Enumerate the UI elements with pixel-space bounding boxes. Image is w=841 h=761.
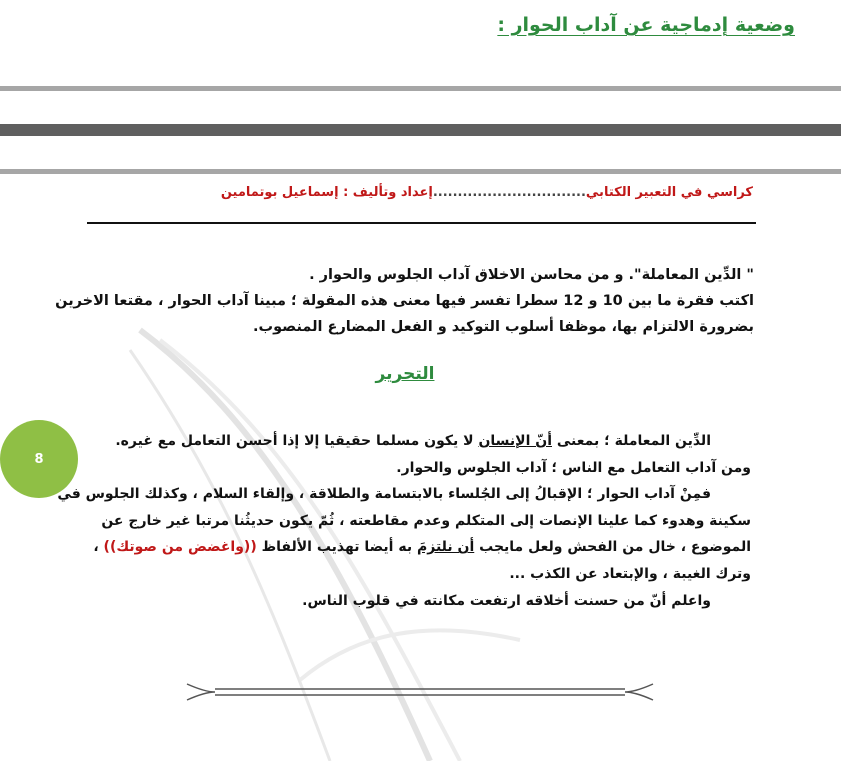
prompt-line: بضرورة الالتزام بها، موظفا أسلوب التوكيد و الفعل المضارع المنصوب. [252, 319, 754, 335]
essay-line [71, 428, 751, 455]
essay-line [71, 534, 751, 561]
byline [221, 185, 753, 200]
underlined-text: أنّ الإنسان [478, 433, 552, 449]
essay-fragment: الموضوع ، خال من الفحش ولعل مايجب [474, 539, 751, 556]
essay-text [57, 428, 751, 614]
byline-dots: ............................... [432, 185, 586, 200]
quranic-quote: ((واغضض من صوتك)) [103, 539, 257, 556]
essay-fragment: ، [93, 539, 104, 556]
section-heading: التحرير [375, 364, 435, 384]
essay-line: سكينة وهدوء كما علينا الإنصات إلى المتكلم وعدم مقاطعته ، ثُمّ يكون حديثُنا مرتبا غير خارج عن [101, 512, 751, 529]
page-number-badge: 8 [0, 420, 78, 498]
prompt-line: " الدِّين المعاملة". و من محاسن الاخلاق آداب الجلوس والحوار . [309, 267, 754, 283]
essay-line: فمِنْ آداب الحوار ؛ الإقبالُ إلى الجُلساء بالابتسامة والطلاقة ، وإلقاء السلام ، وكذلك الجلوس في [57, 486, 711, 503]
essay-fragment: به أيضا تهذيب الألفاظ [256, 539, 417, 556]
author-credit: إعداد وتأليف : إسماعيل بوتمامين [220, 185, 433, 200]
divider-top [0, 86, 841, 91]
divider-bottom [0, 169, 841, 174]
essay-line: وترك الغيبة ، والإبتعاد عن الكذب ... [509, 565, 751, 582]
prompt-line: اكتب فقرة ما بين 10 و 12 سطرا تفسر فيها معنى هذه المقولة ؛ مبينا آداب الحوار ، مقتعا الاخرين [55, 293, 754, 309]
assignment-prompt [54, 262, 754, 340]
essay-fragment: الدِّين المعاملة ؛ بمعنى [552, 433, 711, 449]
essay-fragment: لا يكون مسلما حقيقيا إلا إذا أحسن التعامل مع غيره. [115, 433, 479, 449]
ornament-divider [185, 680, 655, 706]
essay-line: ومن آداب التعامل مع الناس ؛ آداب الجلوس والحوار. [396, 459, 751, 476]
divider-thick [0, 124, 841, 136]
essay-line: واعلم أنّ من حسنت أخلاقه ارتفعت مكانته في قلوب الناس. [302, 592, 711, 609]
series-name: كراسي في التعبير الكتابي [585, 185, 753, 200]
page-title: وضعية إدماجية عن آداب الحوار : [497, 14, 795, 36]
underlined-text: أن نلتزمَ [416, 539, 475, 556]
byline-separator [87, 222, 756, 224]
